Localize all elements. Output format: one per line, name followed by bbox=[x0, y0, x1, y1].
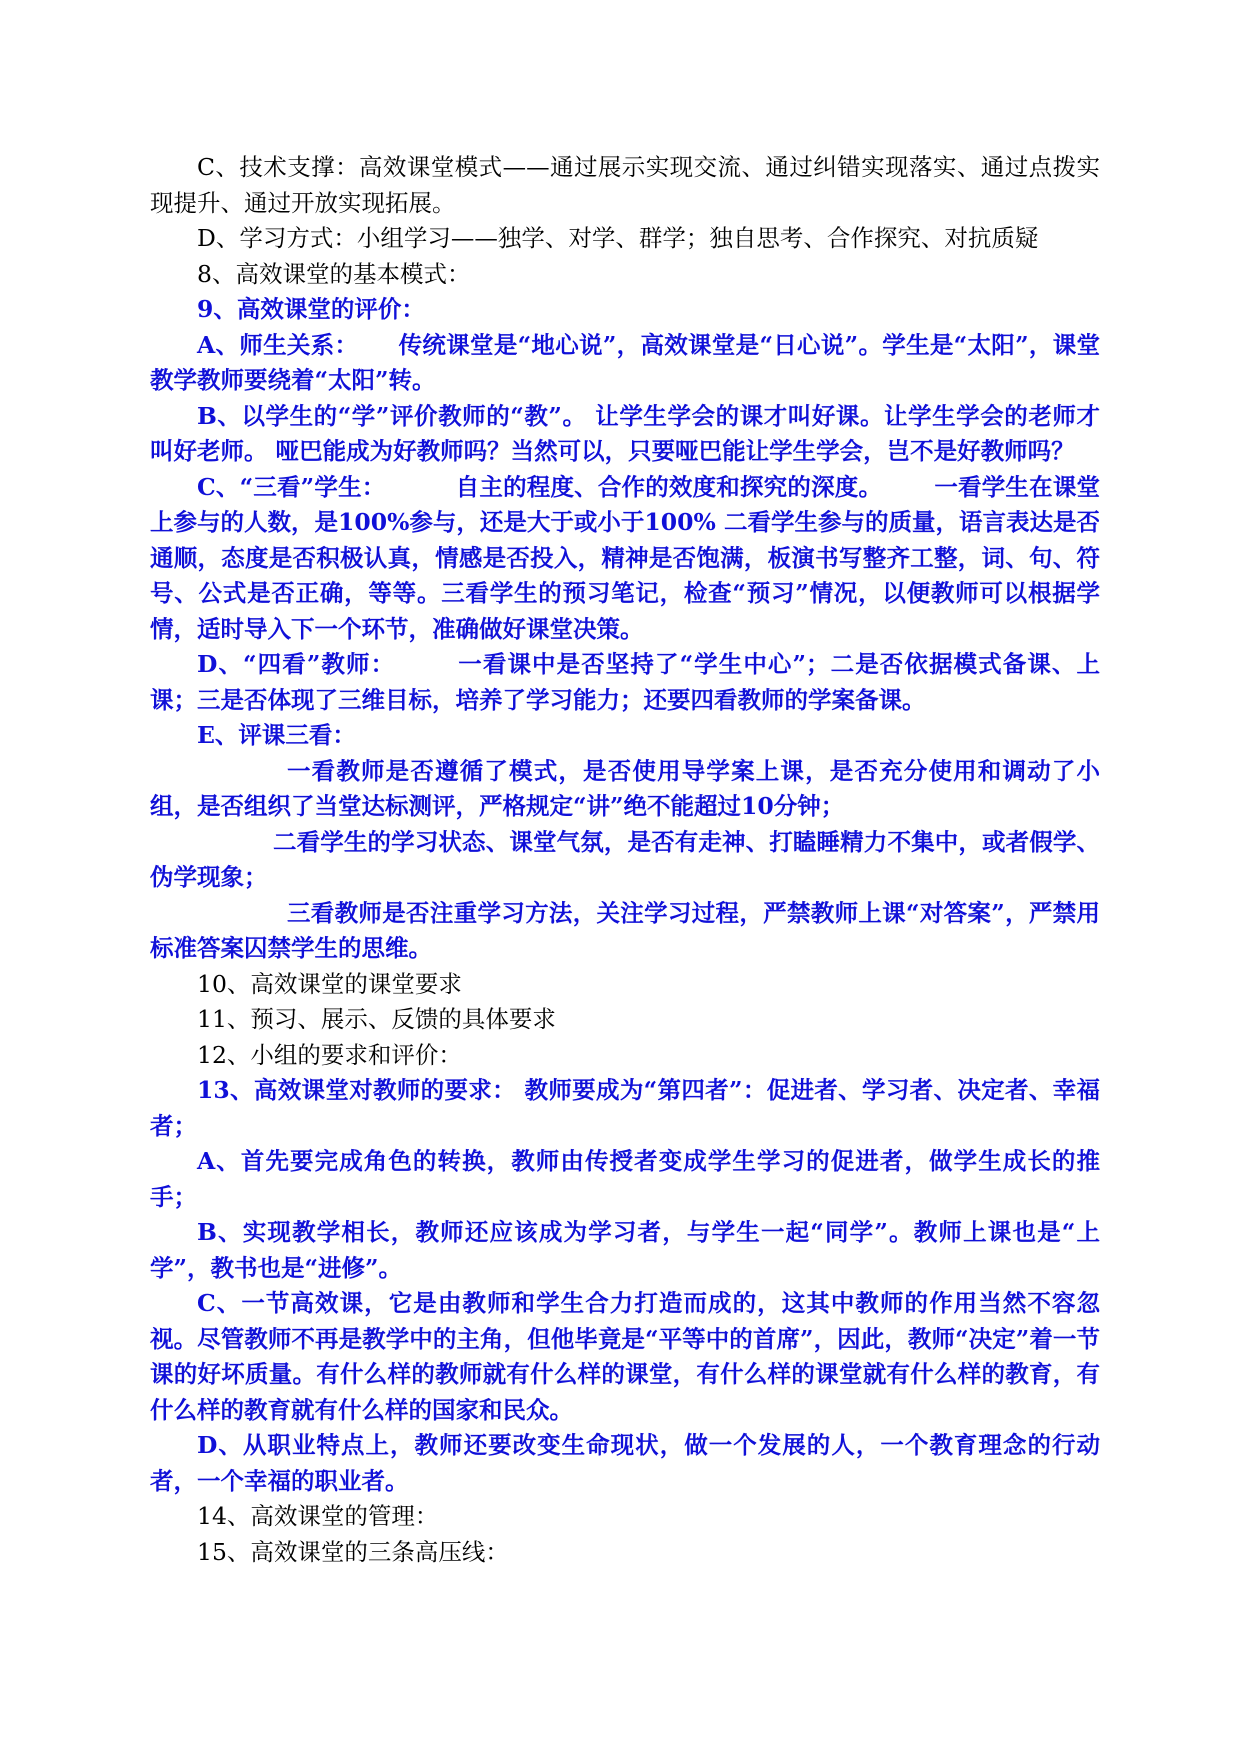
eval-d-text: 一看课中是否坚持了“学生中心”；二是否依据模式备课、上课；三是否体现了三维目标，培养了学习能力；还要四看教师的学案备课。 bbox=[150, 650, 1100, 714]
eval-a-label: A、师生关系： bbox=[197, 330, 359, 359]
heading-10: 10、高效课堂的课堂要求 bbox=[197, 969, 462, 998]
eval-e-item-3: 三看教师是否注重学习方法，关注学习过程，严禁教师上课“对答案”，严禁用标准答案囚禁学生的思维。 bbox=[150, 898, 1100, 962]
eval-d-label: D、“四看”教师： bbox=[197, 650, 396, 678]
eval-b-paragraph: B、以学生的“学”评价教师的“教”。 让学生学会的课才叫好课。让学生学会的老师才叫好老师。 哑巴能成为好教师吗？当然可以，只要哑巴能让学生学会，岂不是好教师吗？ bbox=[150, 401, 1100, 465]
heading-13: 13、高效课堂对教师的要求： 教师要成为“第四者”：促进者、学习者、决定者、幸福者； bbox=[150, 1076, 1100, 1140]
heading-12: 12、小组的要求和评价： bbox=[197, 1040, 462, 1069]
eval-e-label: E、评课三看： bbox=[197, 721, 356, 749]
heading-8: 8、高效课堂的基本模式： bbox=[197, 259, 471, 288]
eval-a-text: 传统课堂是“地心说”，高效课堂是“日心说”。学生是“太阳”，课堂教学教师要绕着“太阳”转。 bbox=[150, 330, 1100, 394]
teacher-b-paragraph: B、实现教学相长，教师还应该成为学习者，与学生一起“同学”。教师上课也是“上学”，教书也是“进修”。 bbox=[150, 1218, 1100, 1282]
eval-c-text2: 一看学生在课堂上参与的人数，是100%参与，还是大于或小于100% 二看学生参与的质量，语言表达是否通顺，态度是否积极认真，情感是否投入，精神是否饱满，板演书写整齐工整，词、句、符号、公式是否正确，等等。三看学生的预习笔记，检查“预习”情况，以便教师可以根据学情，适时导入下一个环节，准确做好课堂决策。 bbox=[150, 472, 1101, 643]
eval-a-paragraph bbox=[150, 328, 1100, 399]
eval-e-item-1: 一看教师是否遵循了模式，是否使用导学案上课，是否充分使用和调动了小组，是否组织了当堂达标测评，严格规定“讲”绝不能超过10分钟； bbox=[150, 756, 1100, 820]
eval-c-paragraph bbox=[150, 470, 1100, 648]
heading-9: 9、高效课堂的评价： bbox=[197, 295, 425, 323]
heading-11: 11、预习、展示、反馈的具体要求 bbox=[197, 1005, 556, 1033]
heading-15: 15、高效课堂的三条高压线： bbox=[197, 1537, 509, 1566]
teacher-c-paragraph: C、一节高效课，它是由教师和学生合力打造而成的，这其中教师的作用当然不容忽视。尽管教师不再是教学中的主角，但他毕竟是“平等中的首席”，因此，教师“决定”着一节课的好坏质量。有什么样的教师就有什么样的课堂，有什么样的课堂就有什么样的教育，有什么样的教育就有什么样的国家和民众。 bbox=[150, 1289, 1100, 1424]
eval-c-label: C、“三看”学生： bbox=[197, 472, 386, 501]
eval-c-text1: 自主的程度、合作的效度和探究的深度。 bbox=[455, 472, 883, 501]
teacher-a-paragraph: A、首先要完成角色的转换，教师由传授者变成学生学习的促进者，做学生成长的推手； bbox=[150, 1147, 1100, 1211]
teacher-d-paragraph: D、从职业特点上，教师还要改变生命现状，做一个发展的人，一个教育理念的行动者，一个幸福的职业者。 bbox=[150, 1431, 1100, 1495]
eval-d-paragraph bbox=[150, 647, 1100, 718]
eval-e-item-2: 二看学生的学习状态、课堂气氛，是否有走神、打瞌睡精力不集中，或者假学、伪学现象； bbox=[150, 827, 1100, 891]
heading-14: 14、高效课堂的管理： bbox=[197, 1502, 439, 1530]
document-page bbox=[150, 150, 1100, 1570]
study-method-paragraph: D、学习方式：小组学习——独学、对学、群学；独自思考、合作探究、对抗质疑 bbox=[197, 224, 1039, 252]
tech-support-paragraph: C、技术支撑：高效课堂模式——通过展示实现交流、通过纠错实现落实、通过点拨实现提升、通过开放实现拓展。 bbox=[150, 153, 1100, 217]
